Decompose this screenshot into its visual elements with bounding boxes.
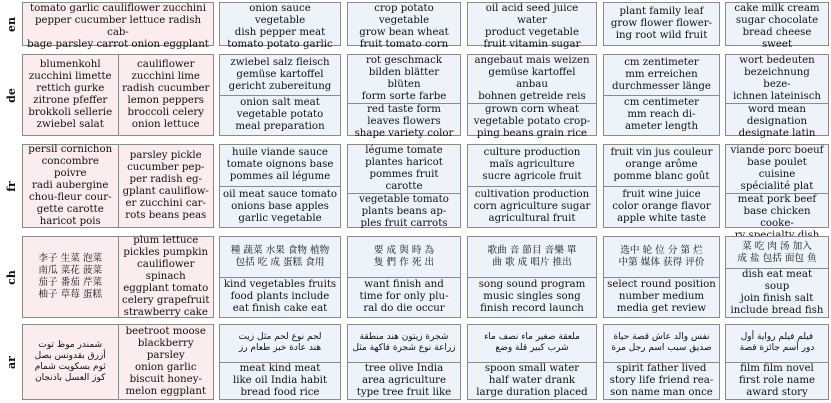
topic-words: zwiebel salz fleisch gemüse kartoffel gericht zubereitung	[228, 56, 332, 92]
topic-words: نفس والد عاش قصة حياة صديق سبب اسم رجل مرة	[611, 332, 712, 354]
topic-cell-original	[726, 237, 828, 268]
topic-cell-translation	[468, 103, 596, 140]
topic-words: cake milk cream sugar chocolate bread cheese sweet	[734, 3, 820, 50]
topic-cell-original	[220, 55, 340, 95]
topic-cell-translation	[348, 277, 460, 318]
topic-cell-translation	[220, 362, 340, 400]
topic-words: spoon small water half water drank large duration placed	[476, 362, 588, 398]
topic-words: شجرة زيتون هند منطقة زراعة نوع شجرة فاكهة مثل	[352, 332, 456, 354]
topic-words: 李子 生菜 泡菜 南瓜 菜花 菠菜 茄子 番茄 芹菜 柚子 草莓 蛋糕	[38, 253, 103, 300]
topic-words: onion salt meat vegetable potato meal preparation	[235, 97, 325, 133]
topic-box	[219, 324, 341, 400]
topic-cell-translation	[220, 186, 340, 228]
topic-cell-translation	[604, 186, 719, 228]
topic-box-pink	[22, 324, 214, 400]
topic-box	[219, 54, 341, 136]
row-ch	[0, 234, 831, 320]
topic-words: فيلم فيلم رواية أول دور أسم جائزة قصة	[739, 332, 815, 354]
topic-words: beetroot moose blackberry parsley onion garlic biscuit honey- melon eggplant	[125, 326, 206, 397]
topic-words: persil cornichon concombre poivre radi aubergine chou-fleur cour- gette carotte haricot pois	[28, 144, 113, 227]
topic-words: 種 蔬菜 水果 食物 植物 包括 吃 成 蛋糕 食用	[230, 244, 330, 268]
topic-box-pink	[22, 2, 214, 50]
topic-cell-original	[468, 325, 596, 362]
topic-cell-original	[604, 325, 719, 362]
topic-words: dish eat meat soup join finish salt include bread fish	[730, 269, 824, 316]
topic-box	[603, 324, 720, 400]
topic-words: onion sauce vegetable dish pepper meat tomato potato garlic	[227, 3, 333, 50]
topic-cell-translation	[604, 95, 719, 136]
topic-words: plant family leaf grow flower flower- ing root wild fruit	[610, 6, 713, 41]
topic-cell-original	[726, 55, 828, 103]
topic-cell-translation	[604, 277, 719, 318]
topic-cell-translation	[220, 95, 340, 136]
topic-words: meat kind meat like oil India habit bread food rice	[232, 362, 328, 398]
topic-cell-translation	[468, 362, 596, 400]
topic-cell-translation	[468, 277, 596, 318]
topic-box	[467, 54, 597, 139]
topic-words: wort bedeuten bezeichnung beze- ichnen lateinisch	[733, 55, 821, 102]
row-label: de	[4, 87, 18, 103]
topic-words: fruit wine juice color orange flavor apple white taste	[612, 188, 711, 224]
topic-cell-translation	[118, 55, 214, 135]
topic-cell-original	[348, 145, 460, 193]
topic-words: oil acid seed juice water product vegetable fruit vitamin sugar	[483, 3, 581, 50]
topic-box-pink	[22, 236, 214, 318]
topic-box	[467, 144, 597, 228]
topic-words: word mean designation designate latin	[738, 104, 816, 139]
topic-cell	[468, 3, 596, 51]
topic-words: crop potato vegetable grow bean wheat fruit tomato corn	[359, 3, 449, 50]
topic-words: tree olive India area agriculture type tree fruit like	[356, 362, 452, 398]
topic-box	[725, 2, 829, 50]
topic-cell-original	[348, 237, 460, 277]
topic-words: angebaut mais weizen gemüse kartoffel anbau bohnen getreide reis	[474, 55, 590, 102]
row-label: en	[4, 16, 18, 32]
topic-cell	[604, 3, 719, 45]
topic-cell-original	[23, 55, 118, 135]
topic-box	[467, 324, 597, 400]
topic-words: 菜 吃 肉 汤 加入 成 盐 包括 面包 鱼	[737, 240, 817, 264]
topic-words: شمندر موظ توت أزرق بقدونس بصل ثوم بسكويت شمام كوز العسل باذنجان	[34, 340, 106, 383]
topic-box	[347, 2, 461, 50]
topic-cell-original	[348, 325, 460, 362]
topic-cell-original	[348, 55, 460, 103]
topic-words: song sound program music singles song finish record launch	[478, 279, 586, 315]
topic-words: meat pork beef base chicken cooke-	[737, 194, 817, 229]
topic-words: kind vegetables fruits food plants include eat finish cake eat	[223, 279, 337, 315]
topic-words: tomato garlic cauliflower zucchini pepper cucumber lettuce radish cab- bage parsley carrot onion eggplant	[27, 3, 209, 50]
topic-cell-translation	[604, 362, 719, 400]
topic-cell-translation	[348, 193, 460, 230]
topic-words: grown corn wheat vegetable potato crop- ping beans grain rice	[473, 104, 591, 139]
topic-box	[725, 324, 829, 400]
topic-words: rot geschmack bilden blätter blüten form sorte farbe	[361, 55, 447, 102]
topic-cell-translation	[220, 277, 340, 318]
topic-cell-translation	[118, 325, 214, 399]
topic-words: légume tomate plantes haricot pommes fruit carotte	[365, 145, 443, 192]
row-label: ar	[4, 355, 18, 369]
topic-cell-translation	[726, 103, 828, 140]
topic-words: select round position number medium media get review	[607, 279, 716, 315]
row-en	[0, 0, 831, 48]
topic-cell-translation	[348, 103, 460, 140]
topic-box	[603, 2, 720, 46]
topic-box	[347, 324, 461, 400]
topic-cell	[23, 3, 213, 51]
topic-cell-translation	[118, 145, 214, 227]
topic-cell-original	[220, 325, 340, 362]
topic-cell	[220, 3, 340, 51]
topic-cell-translation	[468, 186, 596, 228]
topic-box	[603, 54, 720, 136]
topic-box	[347, 144, 461, 228]
topic-words: want finish and time for only plu- ral do die occur	[359, 279, 449, 315]
row-ar	[0, 322, 831, 403]
topic-words: cm zentimeter mm erreichen durchmesser länge	[612, 56, 711, 92]
row-label: fr	[4, 180, 18, 192]
topic-cell-translation	[726, 362, 828, 400]
topic-box	[219, 2, 341, 50]
row-fr	[0, 142, 831, 230]
topic-words: 歌曲 音 節目 音樂 單 曲 歌 成 唱片 推出	[487, 244, 577, 268]
topic-cell-original	[220, 237, 340, 277]
topic-box	[219, 236, 341, 318]
topic-box	[467, 2, 597, 50]
topic-words: ملعقة صغير ماء نصف ماء شرب كبير قلة وضع	[484, 332, 580, 354]
topic-words: cultivation production corn agriculture sugar agricultural fruit	[473, 188, 591, 224]
topic-words: cauliflower zucchini lime radish cucumber lemon peppers broccoli celery onion lettuce	[122, 59, 210, 130]
topic-words: fruit vin jus couleur orange arôme pomme blanc goût	[610, 147, 713, 183]
topic-words: culture production maïs agriculture sucre agricole fruit	[482, 147, 582, 183]
topic-cell-original	[23, 237, 118, 317]
topic-words: viande porc boeuf base poulet cuisine spécialité plat	[730, 145, 824, 192]
topic-words: blumenkohl zucchini limette rettich gurke zitrone pfeffer brokkoli sellerie zwiebel salat	[28, 59, 113, 130]
topic-words: film film novel first role name award story	[738, 362, 816, 398]
topic-words: 选中 轮 位 分 第 烂 中第 媒体 获得 评价	[618, 244, 705, 268]
topic-box	[347, 236, 461, 318]
topic-box	[467, 236, 597, 318]
topic-cell-original	[726, 325, 828, 362]
topic-cell-translation	[726, 268, 828, 317]
row-de	[0, 52, 831, 138]
topic-cell-original	[468, 237, 596, 277]
topic-box	[603, 236, 720, 318]
topic-box	[725, 144, 829, 228]
topic-words: parsley pickle cucumber pep- per radish eg- gplant cauliflow- er zucchini car- rots beans peas	[122, 150, 209, 221]
topic-cell-original	[468, 55, 596, 103]
topic-cell	[726, 3, 828, 51]
topic-box-pink	[22, 144, 214, 228]
topic-cell-translation	[118, 237, 214, 317]
topic-words: spirit father lived story life friend rea- son name man once	[609, 362, 714, 398]
topic-words: vegetable tomato plants beans ap- ples fruit carrots	[359, 194, 449, 229]
topic-cell-original	[726, 145, 828, 193]
topic-words: huile viande sauce tomate oignons base pommes ail légume	[226, 147, 334, 183]
topic-cell-translation	[348, 362, 460, 400]
topic-box	[725, 236, 829, 318]
topic-cell-original	[604, 237, 719, 277]
topic-box	[219, 144, 341, 228]
topic-cell-original	[468, 145, 596, 186]
topic-cell-original	[23, 145, 118, 227]
topic-words: لحم نوع لحم مثل زيت هند عادة خبز طعام رز	[238, 332, 322, 354]
topic-words: cm centimeter mm reach di- ameter length	[624, 97, 699, 133]
topic-cell-original	[23, 325, 118, 399]
topic-box	[603, 144, 720, 228]
topic-words: red taste form leaves flowers shape variety color	[354, 104, 454, 139]
topic-cell-original	[604, 145, 719, 186]
topic-cell-original	[604, 55, 719, 95]
topic-words: 要 成 與 時 為 隻 們 作 死 出	[373, 244, 435, 268]
topic-box	[725, 54, 829, 139]
row-label: ch	[4, 269, 18, 285]
topic-box-pink	[22, 54, 214, 136]
topic-box	[347, 54, 461, 139]
topic-cell-original	[220, 145, 340, 186]
topic-cell	[348, 3, 460, 51]
topic-words: plum lettuce pickles pumpkin cauliflower spinach eggplant tomato celery grapefruit strawberry cake	[122, 235, 210, 318]
topic-words: oil meat sauce tomato onions base apples garlic vegetable	[223, 188, 338, 224]
